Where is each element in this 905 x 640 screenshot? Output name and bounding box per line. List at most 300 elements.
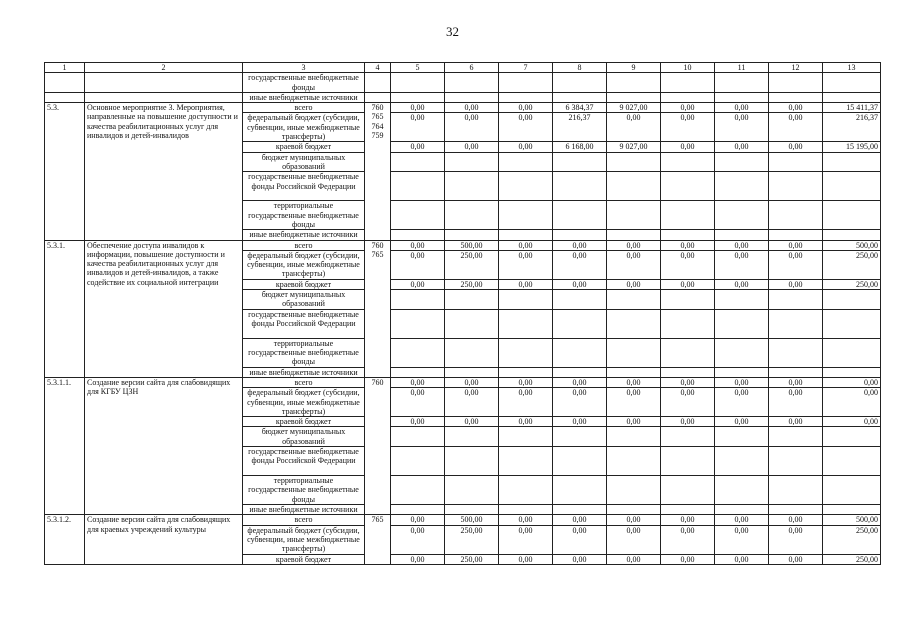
cell-value <box>499 309 553 338</box>
cell-value <box>607 505 661 515</box>
cell-value: 0,00 <box>661 113 715 142</box>
cell-value <box>391 172 445 201</box>
cell-value <box>499 427 553 447</box>
section-title: Основное мероприятие 3. Мероприятия, направленные на повышение доступности и качества реабилитационных услуг для инвалидов и детей-инвалидов <box>85 103 243 240</box>
cell-value <box>715 92 769 102</box>
cell-value <box>391 92 445 102</box>
cell-value <box>445 152 499 172</box>
cell-source: бюджет муниципальных образований <box>243 152 365 172</box>
cell-value <box>823 338 881 367</box>
cell-value <box>391 505 445 515</box>
cell-value: 0,00 <box>391 525 445 554</box>
cell-value <box>823 92 881 102</box>
cell-value <box>445 338 499 367</box>
cell-value <box>445 201 499 230</box>
cell-value: 0,00 <box>715 417 769 427</box>
cell-source: государственные внебюджетные фонды Российской Федерации <box>243 447 365 476</box>
cell-source: всего <box>243 103 365 113</box>
cell-value: 250,00 <box>823 554 881 564</box>
cell-value <box>553 309 607 338</box>
cell-value: 0,00 <box>661 279 715 289</box>
cell-value <box>607 476 661 505</box>
cell-value <box>769 309 823 338</box>
cell-value: 0,00 <box>391 417 445 427</box>
cell-source: территориальные государственные внебюджетные фонды <box>243 338 365 367</box>
cell-value: 0,00 <box>607 417 661 427</box>
cell-value: 0,00 <box>499 250 553 279</box>
section-title: Обеспечение доступа инвалидов к информации, повышение доступности и качества реабилитационных услуг для инвалидов и детей-инвалидов, а также содействие их социальной интеграции <box>85 240 243 377</box>
cell-source: федеральный бюджет (субсидии, субвенции, иные межбюджетные трансферты) <box>243 388 365 417</box>
cell-value: 0,00 <box>823 377 881 387</box>
cell-source: территориальные государственные внебюджетные фонды <box>243 201 365 230</box>
cell-code <box>365 92 391 102</box>
cell-value <box>661 338 715 367</box>
cell-value <box>769 201 823 230</box>
cell-value: 0,00 <box>553 388 607 417</box>
header-cell: 12 <box>769 63 823 73</box>
cell-value <box>607 290 661 310</box>
cell-value <box>823 309 881 338</box>
cell-source: государственные внебюджетные фонды <box>243 73 365 93</box>
cell-source: всего <box>243 515 365 525</box>
cell-value <box>715 367 769 377</box>
cell-value <box>499 230 553 240</box>
cell-title <box>85 73 243 93</box>
cell-value <box>715 309 769 338</box>
cell-value <box>445 172 499 201</box>
cell-value: 0,00 <box>445 417 499 427</box>
cell-value <box>823 230 881 240</box>
cell-source: краевой бюджет <box>243 142 365 152</box>
cell-value: 0,00 <box>445 142 499 152</box>
cell-value <box>661 367 715 377</box>
cell-value <box>661 230 715 240</box>
cell-value <box>391 290 445 310</box>
cell-value: 0,00 <box>661 388 715 417</box>
cell-value <box>391 201 445 230</box>
cell-value: 0,00 <box>769 388 823 417</box>
cell-value <box>499 476 553 505</box>
cell-value <box>553 338 607 367</box>
cell-value <box>553 92 607 102</box>
cell-value: 0,00 <box>607 388 661 417</box>
cell-value: 0,00 <box>445 103 499 113</box>
cell-value <box>769 92 823 102</box>
cell-source: иные внебюджетные источники <box>243 367 365 377</box>
cell-value <box>769 505 823 515</box>
cell-value <box>553 172 607 201</box>
cell-value: 500,00 <box>823 515 881 525</box>
cell-value <box>607 172 661 201</box>
cell-value: 0,00 <box>445 113 499 142</box>
cell-value: 0,00 <box>661 103 715 113</box>
cell-value <box>391 73 445 93</box>
cell-value <box>715 152 769 172</box>
cell-value <box>769 338 823 367</box>
cell-value: 0,00 <box>553 417 607 427</box>
cell-value: 0,00 <box>553 515 607 525</box>
cell-value <box>823 447 881 476</box>
cell-value: 250,00 <box>445 279 499 289</box>
cell-value: 0,00 <box>553 240 607 250</box>
cell-value <box>715 338 769 367</box>
cell-value: 0,00 <box>391 515 445 525</box>
cell-value <box>661 73 715 93</box>
cell-source: краевой бюджет <box>243 554 365 564</box>
cell-source: федеральный бюджет (субсидии, субвенции, иные межбюджетные трансферты) <box>243 525 365 554</box>
cell-source: государственные внебюджетные фонды Российской Федерации <box>243 172 365 201</box>
cell-value <box>391 309 445 338</box>
cell-value <box>661 172 715 201</box>
cell-value: 0,00 <box>499 103 553 113</box>
cell-value <box>553 505 607 515</box>
cell-value <box>607 309 661 338</box>
cell-value: 0,00 <box>553 377 607 387</box>
cell-value <box>391 476 445 505</box>
cell-source: иные внебюджетные источники <box>243 505 365 515</box>
table-body <box>45 63 881 565</box>
cell-value: 0,00 <box>499 142 553 152</box>
cell-value <box>823 505 881 515</box>
cell-value: 0,00 <box>769 377 823 387</box>
cell-value <box>769 447 823 476</box>
table-row <box>45 240 881 250</box>
cell-value: 0,00 <box>715 279 769 289</box>
cell-value: 0,00 <box>607 377 661 387</box>
header-cell: 9 <box>607 63 661 73</box>
cell-value: 0,00 <box>445 388 499 417</box>
cell-value: 0,00 <box>715 554 769 564</box>
cell-value: 0,00 <box>607 525 661 554</box>
cell-value <box>823 201 881 230</box>
cell-value: 0,00 <box>607 250 661 279</box>
cell-value: 0,00 <box>715 388 769 417</box>
cell-value: 500,00 <box>823 240 881 250</box>
cell-value <box>553 201 607 230</box>
cell-value <box>445 476 499 505</box>
cell-value: 0,00 <box>661 554 715 564</box>
header-cell: 7 <box>499 63 553 73</box>
cell-value <box>823 290 881 310</box>
cell-value <box>445 367 499 377</box>
cell-value: 250,00 <box>445 250 499 279</box>
cell-value: 0,00 <box>769 240 823 250</box>
cell-value: 0,00 <box>661 515 715 525</box>
cell-value <box>445 92 499 102</box>
cell-value <box>823 152 881 172</box>
cell-value <box>715 505 769 515</box>
cell-value <box>391 230 445 240</box>
cell-value: 0,00 <box>391 250 445 279</box>
cell-value: 0,00 <box>715 377 769 387</box>
cell-value: 216,37 <box>823 113 881 142</box>
cell-value <box>607 367 661 377</box>
cell-value: 0,00 <box>391 240 445 250</box>
cell-value <box>769 152 823 172</box>
cell-value <box>661 505 715 515</box>
cell-value <box>445 309 499 338</box>
cell-value: 0,00 <box>553 525 607 554</box>
cell-value: 9 027,00 <box>607 142 661 152</box>
cell-value <box>553 152 607 172</box>
section-number: 5.3.1. <box>45 240 85 377</box>
cell-value <box>769 290 823 310</box>
cell-value <box>553 447 607 476</box>
cell-value: 0,00 <box>499 113 553 142</box>
cell-value <box>553 476 607 505</box>
cell-value <box>769 172 823 201</box>
cell-value <box>553 230 607 240</box>
budget-codes: 760 765 764 759 <box>365 103 391 240</box>
header-cell: 8 <box>553 63 607 73</box>
cell-value: 0,00 <box>715 103 769 113</box>
cell-value: 0,00 <box>499 417 553 427</box>
cell-value: 0,00 <box>715 525 769 554</box>
cell-value: 0,00 <box>391 377 445 387</box>
cell-value <box>607 152 661 172</box>
cell-value: 0,00 <box>391 142 445 152</box>
cell-value <box>607 338 661 367</box>
cell-value <box>661 290 715 310</box>
cell-num <box>45 73 85 93</box>
cell-value <box>823 73 881 93</box>
cell-value <box>769 230 823 240</box>
cell-value: 6 168,00 <box>553 142 607 152</box>
cell-value <box>607 73 661 93</box>
header-cell: 13 <box>823 63 881 73</box>
cell-value <box>391 427 445 447</box>
cell-value <box>499 152 553 172</box>
budget-table <box>44 62 881 565</box>
page-number: 32 <box>446 24 459 39</box>
cell-value: 0,00 <box>499 525 553 554</box>
cell-value: 0,00 <box>769 515 823 525</box>
cell-value <box>499 338 553 367</box>
cell-value: 250,00 <box>445 554 499 564</box>
cell-value: 0,00 <box>607 240 661 250</box>
cell-value: 0,00 <box>607 113 661 142</box>
cell-value: 0,00 <box>553 279 607 289</box>
cell-source: иные внебюджетные источники <box>243 230 365 240</box>
cell-value: 0,00 <box>715 250 769 279</box>
header-row <box>45 63 881 73</box>
cell-value <box>607 201 661 230</box>
cell-value <box>823 172 881 201</box>
cell-code <box>365 73 391 93</box>
cell-value <box>607 447 661 476</box>
cell-value <box>499 505 553 515</box>
cell-value <box>823 367 881 377</box>
cell-value <box>715 230 769 240</box>
cell-value: 0,00 <box>445 377 499 387</box>
cell-value: 0,00 <box>769 417 823 427</box>
budget-codes: 765 <box>365 515 391 564</box>
cell-value <box>715 73 769 93</box>
section-number: 5.3. <box>45 103 85 240</box>
cell-value <box>445 447 499 476</box>
cell-value <box>499 172 553 201</box>
cell-value <box>661 201 715 230</box>
cell-value: 0,00 <box>391 279 445 289</box>
header-cell: 1 <box>45 63 85 73</box>
cell-value <box>499 290 553 310</box>
cell-value: 250,00 <box>823 250 881 279</box>
section-title: Создание версии сайта для слабовидящих для краевых учреждений культуры <box>85 515 243 564</box>
cell-value: 0,00 <box>391 554 445 564</box>
cell-value: 216,37 <box>553 113 607 142</box>
table-row <box>45 103 881 113</box>
cell-value: 0,00 <box>715 240 769 250</box>
cell-source: государственные внебюджетные фонды Российской Федерации <box>243 309 365 338</box>
cell-value <box>661 447 715 476</box>
cell-num <box>45 92 85 102</box>
cell-value <box>553 73 607 93</box>
cell-value <box>769 367 823 377</box>
cell-value <box>553 427 607 447</box>
cell-value <box>607 92 661 102</box>
cell-value: 0,00 <box>661 417 715 427</box>
cell-value <box>445 73 499 93</box>
cell-value: 0,00 <box>499 279 553 289</box>
cell-value: 0,00 <box>391 388 445 417</box>
cell-value <box>715 447 769 476</box>
cell-value: 0,00 <box>607 554 661 564</box>
cell-value: 0,00 <box>661 525 715 554</box>
cell-value <box>391 152 445 172</box>
budget-codes: 760 765 <box>365 240 391 377</box>
cell-value <box>769 427 823 447</box>
cell-source: территориальные государственные внебюджетные фонды <box>243 476 365 505</box>
cell-value: 0,00 <box>499 377 553 387</box>
cell-value: 0,00 <box>769 103 823 113</box>
cell-value <box>553 367 607 377</box>
section-number: 5.3.1.1. <box>45 377 85 514</box>
header-cell: 11 <box>715 63 769 73</box>
header-cell: 4 <box>365 63 391 73</box>
header-cell: 6 <box>445 63 499 73</box>
cell-value <box>607 427 661 447</box>
cell-value <box>661 92 715 102</box>
cell-source: федеральный бюджет (субсидии, субвенции, иные межбюджетные трансферты) <box>243 113 365 142</box>
cell-source: бюджет муниципальных образований <box>243 290 365 310</box>
cell-value: 500,00 <box>445 240 499 250</box>
cell-value: 0,00 <box>499 240 553 250</box>
budget-codes: 760 <box>365 377 391 514</box>
table-row <box>45 377 881 387</box>
cell-value: 0,00 <box>607 279 661 289</box>
cell-source: федеральный бюджет (субсидии, субвенции, иные межбюджетные трансферты) <box>243 250 365 279</box>
cell-value: 0,00 <box>499 388 553 417</box>
cell-value <box>445 290 499 310</box>
table-row <box>45 73 881 93</box>
cell-value: 0,00 <box>661 377 715 387</box>
section-number: 5.3.1.2. <box>45 515 85 564</box>
cell-value <box>391 338 445 367</box>
cell-value: 0,00 <box>499 554 553 564</box>
cell-value: 0,00 <box>769 250 823 279</box>
cell-value <box>499 447 553 476</box>
cell-value: 0,00 <box>823 388 881 417</box>
cell-value <box>661 309 715 338</box>
cell-value <box>391 367 445 377</box>
cell-value: 15 411,37 <box>823 103 881 113</box>
cell-value <box>499 73 553 93</box>
cell-value: 250,00 <box>823 525 881 554</box>
cell-value: 0,00 <box>715 142 769 152</box>
cell-value: 0,00 <box>607 515 661 525</box>
cell-title <box>85 92 243 102</box>
cell-value: 0,00 <box>661 142 715 152</box>
cell-value <box>553 290 607 310</box>
cell-value: 250,00 <box>445 525 499 554</box>
cell-value <box>715 476 769 505</box>
cell-value <box>715 172 769 201</box>
cell-value: 15 195,00 <box>823 142 881 152</box>
cell-value: 500,00 <box>445 515 499 525</box>
cell-value <box>499 367 553 377</box>
cell-value <box>715 201 769 230</box>
header-cell: 3 <box>243 63 365 73</box>
cell-value <box>715 290 769 310</box>
table-row <box>45 92 881 102</box>
table-row <box>45 515 881 525</box>
cell-source: иные внебюджетные источники <box>243 92 365 102</box>
cell-source: всего <box>243 377 365 387</box>
cell-value <box>661 152 715 172</box>
cell-value <box>661 427 715 447</box>
cell-value <box>823 427 881 447</box>
cell-value <box>769 476 823 505</box>
cell-value: 0,00 <box>553 554 607 564</box>
cell-value: 9 027,00 <box>607 103 661 113</box>
cell-source: всего <box>243 240 365 250</box>
cell-value: 0,00 <box>769 554 823 564</box>
cell-value: 0,00 <box>823 417 881 427</box>
section-title: Создание версии сайта для слабовидящих для КГБУ ЦЗН <box>85 377 243 514</box>
cell-source: краевой бюджет <box>243 417 365 427</box>
cell-value: 0,00 <box>769 113 823 142</box>
cell-value: 0,00 <box>715 515 769 525</box>
cell-value: 250,00 <box>823 279 881 289</box>
cell-value: 0,00 <box>499 515 553 525</box>
cell-value <box>607 230 661 240</box>
cell-value: 0,00 <box>715 113 769 142</box>
cell-value <box>769 73 823 93</box>
cell-value <box>499 201 553 230</box>
cell-value: 0,00 <box>769 279 823 289</box>
cell-value: 0,00 <box>769 525 823 554</box>
cell-value <box>499 92 553 102</box>
cell-value: 0,00 <box>769 142 823 152</box>
cell-value: 0,00 <box>553 250 607 279</box>
cell-value: 0,00 <box>391 103 445 113</box>
cell-value <box>391 447 445 476</box>
header-cell: 10 <box>661 63 715 73</box>
cell-value <box>445 505 499 515</box>
cell-value <box>445 230 499 240</box>
cell-value <box>661 476 715 505</box>
cell-value <box>715 427 769 447</box>
cell-value: 0,00 <box>661 240 715 250</box>
cell-source: бюджет муниципальных образований <box>243 427 365 447</box>
cell-value <box>823 476 881 505</box>
cell-value <box>445 427 499 447</box>
cell-value: 6 384,37 <box>553 103 607 113</box>
cell-value: 0,00 <box>391 113 445 142</box>
cell-value: 0,00 <box>661 250 715 279</box>
header-cell: 2 <box>85 63 243 73</box>
header-cell: 5 <box>391 63 445 73</box>
